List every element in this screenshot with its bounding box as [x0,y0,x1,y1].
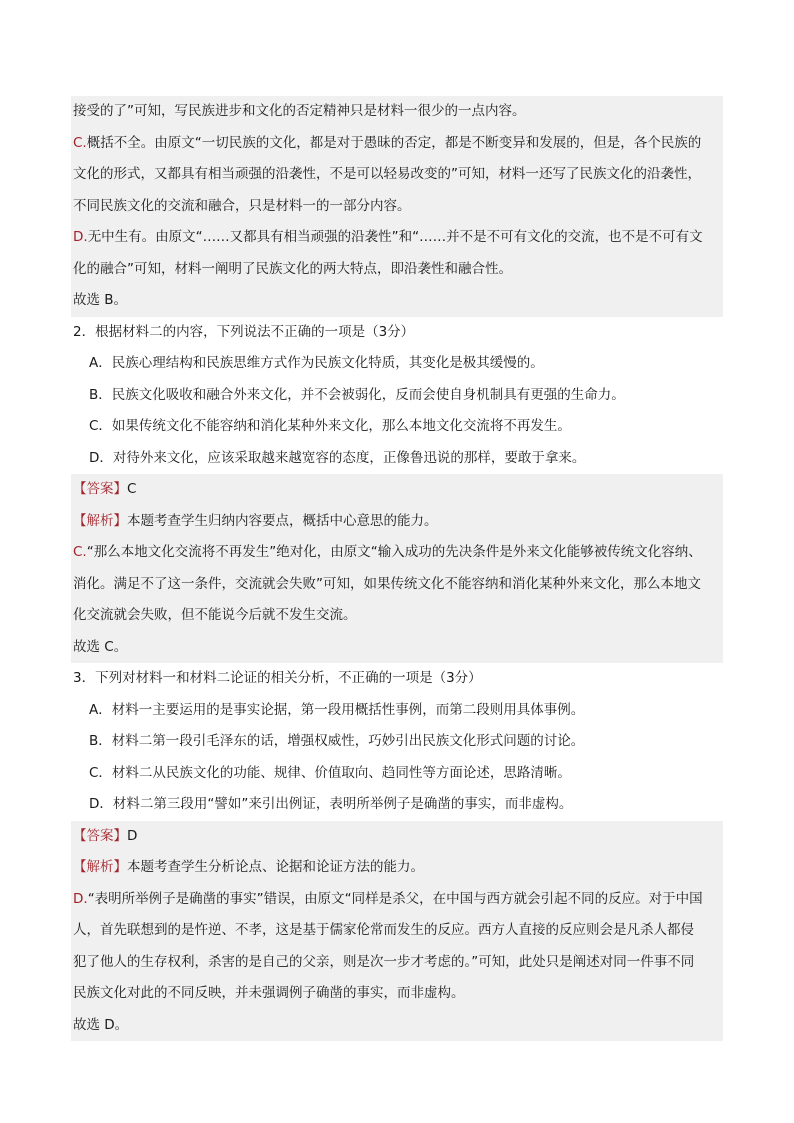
explanation-line: 不同民族文化的交流和融合，只是材料一的一部分内容。 [73,197,411,214]
option-c: C．材料二从民族文化的功能、规律、价值取向、趋同性等方面论述，思路清晰。 [89,764,571,781]
question-stem: 2．根据材料二的内容，下列说法不正确的一项是（3分） [73,323,415,340]
option-a: A．材料一主要运用的是事实论据，第一段用概括性事例，而第二段则用具体事例。 [89,701,585,718]
option-d: D．材料二第三段用“譬如”来引出例证，表明所举例子是确凿的事实，而非虚构。 [89,796,573,812]
explanation-line: 文化的形式，又都具有相当顽强的沿袭性，不是可以轻易改变的”可知，材料一还写了民族文化的沿袭性， [73,166,701,182]
explanation-line: D.“表明所举例子是确凿的事实”错误，由原文“同样是杀父，在中国与西方就会引起不同的反应。对于中国 [73,890,703,907]
explanation-line: 民族文化对此的不同反映，并未强调例子确凿的事实，而非虚构。 [73,985,465,1001]
analysis-line: 【解析】本题考查学生分析论点、论据和论证方法的能力。 [73,859,424,875]
document-content [71,96,723,1041]
explanation-line: C.“那么本地文化交流将不再发生”绝对化，由原文“输入成功的先决条件是外来文化能够被传统文化容纳、 [73,544,702,560]
explanation-line: 人，首先联想到的是忤逆、不孝，这是基于儒家伦常而发生的反应。西方人直接的反应则会是凡杀人都侵 [73,922,694,938]
conclusion-line: 故选 B。 [73,292,128,308]
explanation-line: 犯了他人的生存权利，杀害的是自己的父亲，则是次一步才考虑的。”可知，此处只是阐述对同一件事不同 [73,953,695,970]
option-c: C．如果传统文化不能容纳和消化某种外来文化，那么本地文化交流将不再发生。 [89,418,571,434]
explanation-block-1 [71,96,723,317]
answer-line: 【答案】C [73,481,137,497]
conclusion-line: 故选 C。 [73,638,128,655]
explanation-line: 消化。满足不了这一条件，交流就会失败”可知，如果传统文化不能容纳和消化某种外来文化，那么本地文 [73,575,701,592]
answer-block-3 [71,821,723,1042]
option-b: B．民族文化吸收和融合外来文化，并不会被弱化，反而会使自身机制具有更强的生命力。 [89,386,625,403]
answer-line: 【答案】D [73,827,138,844]
explanation-line: C.概括不全。由原文“一切民族的文化，都是对于愚昧的否定，都是不断变异和发展的，但是，各个民族的 [73,134,702,151]
conclusion-line: 故选 D。 [73,1016,129,1033]
option-d: D．对待外来文化，应该采取越来越宽容的态度，正像鲁迅说的那样，要敢于拿来。 [89,449,586,466]
analysis-line: 【解析】本题考查学生归纳内容要点，概括中心意思的能力。 [73,512,438,529]
answer-block-2 [71,474,723,663]
option-b: B．材料二第一段引毛泽东的话，增强权威性，巧妙引出民族文化形式问题的讨论。 [89,733,585,749]
explanation-line: 化的融合”可知，材料一阐明了民族文化的两大特点，即沿袭性和融合性。 [73,260,512,277]
question-3 [71,663,723,821]
question-2 [71,317,723,475]
explanation-line: 接受的了”可知，写民族进步和文化的否定精神只是材料一很少的一点内容。 [73,103,526,119]
explanation-line: 化交流就会失败，但不能说今后就不发生交流。 [73,607,357,623]
option-a: A．民族心理结构和民族思维方式作为民族文化特质，其变化是极其缓慢的。 [89,355,544,371]
explanation-line: D.无中生有。由原文“……又都具有相当顽强的沿袭性”和“……并不是不可有文化的交流，也不是不可有文 [73,229,703,245]
question-stem: 3．下列对材料一和材料二论证的相关分析，不正确的一项是（3分） [73,670,482,686]
